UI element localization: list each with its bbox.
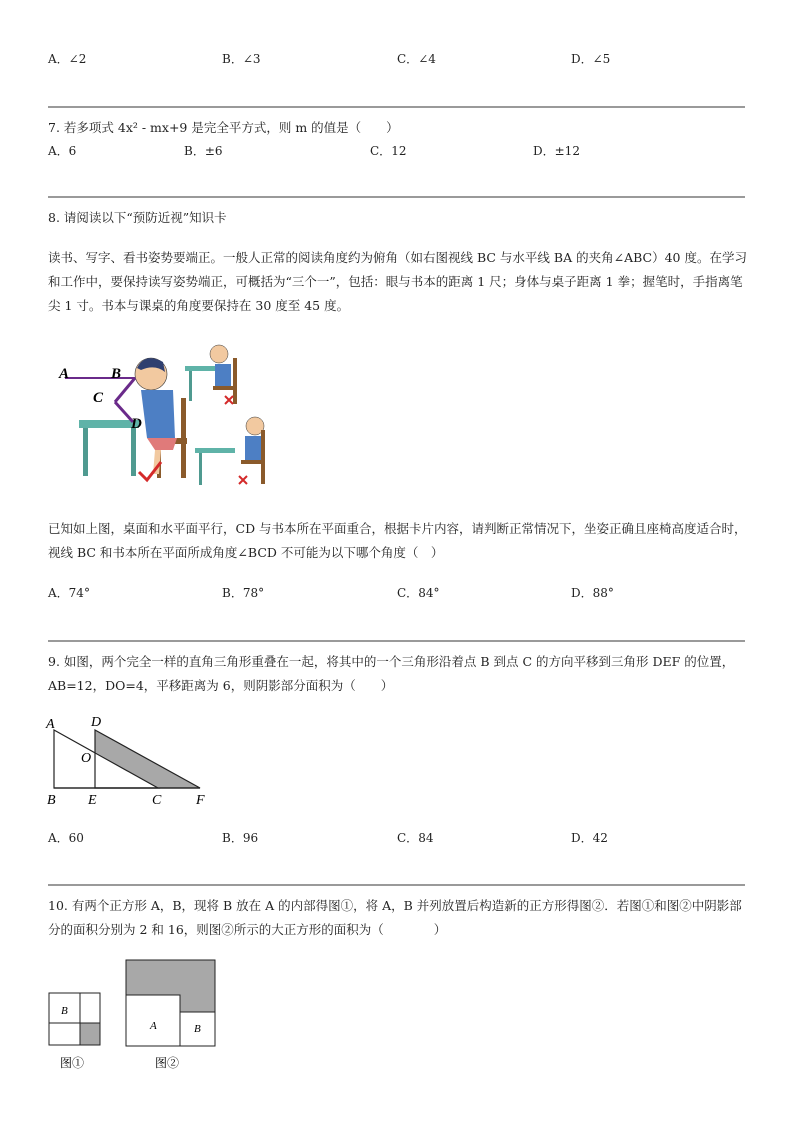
option-key: D． xyxy=(571,52,593,66)
q9-triangle-figure xyxy=(44,712,224,806)
label-f: F xyxy=(196,793,205,806)
option-text: 84 xyxy=(418,831,434,845)
option-key: A． xyxy=(48,586,69,600)
option-text: 96 xyxy=(242,831,259,845)
q7-option-d[interactable] xyxy=(533,142,580,159)
fig1-label-b: B xyxy=(61,1005,68,1017)
q7-option-c[interactable] xyxy=(370,142,406,159)
cross-icon xyxy=(225,396,233,404)
small-child-shirt xyxy=(215,364,231,386)
child-shirt xyxy=(141,390,175,438)
option-key: B． xyxy=(222,586,243,600)
option-text: ∠4 xyxy=(418,52,436,66)
small-chair-back xyxy=(233,358,237,404)
option-key: C． xyxy=(370,144,392,158)
option-key: D． xyxy=(571,831,593,845)
option-key: D． xyxy=(571,586,593,600)
option-text: ±12 xyxy=(554,144,580,158)
option-text: 6 xyxy=(68,144,77,158)
option-key: C． xyxy=(397,586,419,600)
q9-option-c[interactable] xyxy=(397,829,433,846)
divider xyxy=(48,884,745,886)
option-text: 78° xyxy=(242,586,265,600)
label-a: A xyxy=(59,366,70,382)
option-text: ±6 xyxy=(204,144,223,158)
option-text: ∠3 xyxy=(242,52,261,66)
divider xyxy=(48,196,745,198)
option-text: 42 xyxy=(592,831,608,845)
cross-icon xyxy=(239,476,247,484)
q7-stem: 7. 若多项式 4x² - mx+9 是完全平方式，则 m 的值是（ ） xyxy=(48,120,399,135)
q6-option-b[interactable] xyxy=(222,50,261,67)
label-o: O xyxy=(81,751,92,766)
option-key: B． xyxy=(222,52,243,66)
q6-option-c[interactable] xyxy=(397,50,436,67)
option-key: C． xyxy=(397,52,419,66)
option-key: C． xyxy=(397,831,419,845)
child-shorts xyxy=(147,438,177,450)
q8-title: 8. 请阅读以下“预防近视”知识卡 xyxy=(48,210,227,225)
label-d: D xyxy=(91,715,102,730)
fig2-caption: 图② xyxy=(155,1056,180,1070)
q6-option-d[interactable] xyxy=(571,50,610,67)
small-child-head xyxy=(210,345,228,363)
option-key: A． xyxy=(48,144,69,158)
q9-option-a[interactable] xyxy=(48,829,84,846)
label-c: C xyxy=(93,390,104,406)
option-key: B． xyxy=(222,831,243,845)
fig2-label-b: B xyxy=(194,1023,201,1035)
q8-option-a[interactable] xyxy=(48,584,90,601)
q8-option-c[interactable] xyxy=(397,584,439,601)
small-chair-seat xyxy=(213,386,235,390)
option-text: ∠2 xyxy=(68,52,87,66)
q8-card-text: 读书、写字、看书姿势要端正。一般人正常的阅读角度约为俯角（如右图视线 BC 与水平线 BA 的夹角∠ABC）40 度。在学习和工作中，要保持读写姿势端正，可概括为“三个一”，包括：眼与书本的距离 1 尺；身体与桌子距离 1 拳；握笔时，手指离笔尖 1 寸。书本与课桌的角度要保持在 30 度至 45 度。 xyxy=(48,250,747,313)
q7-option-a[interactable] xyxy=(48,142,76,159)
q8-posture-figure xyxy=(55,338,285,498)
fig1-caption: 图① xyxy=(60,1056,85,1070)
chair-back xyxy=(181,398,186,478)
q8-option-d[interactable] xyxy=(571,584,614,601)
label-b: B xyxy=(47,793,56,806)
small-desk-top xyxy=(195,448,235,453)
divider xyxy=(48,640,745,642)
small-chair-seat xyxy=(241,460,263,464)
option-text: 84° xyxy=(418,586,440,600)
option-text: 12 xyxy=(391,144,407,158)
option-text: 88° xyxy=(592,586,614,600)
q9-stem: 9. 如图，两个完全一样的直角三角形重叠在一起，将其中的一个三角形沿着点 B 到点 C 的方向平移到三角形 DEF 的位置，AB=12，DO=4，平移距离为 6，则阴影部分面积为（ ） xyxy=(48,654,735,693)
label-c: C xyxy=(152,793,162,806)
q8-option-b[interactable] xyxy=(222,584,264,601)
label-b: B xyxy=(111,366,122,382)
desk-top xyxy=(79,420,139,428)
desk-leg xyxy=(83,428,88,476)
desk-leg xyxy=(131,428,136,476)
q9-option-b[interactable] xyxy=(222,829,258,846)
fig2-label-a: A xyxy=(150,1020,157,1032)
small-desk-leg xyxy=(199,453,202,485)
q9-option-d[interactable] xyxy=(571,829,608,846)
option-key: B． xyxy=(184,144,205,158)
label-d: D xyxy=(131,416,142,432)
option-text: 60 xyxy=(68,831,84,845)
label-a: A xyxy=(46,717,55,732)
label-e: E xyxy=(88,793,97,806)
small-chair-back xyxy=(261,430,265,484)
option-key: A． xyxy=(48,52,69,66)
option-text: ∠5 xyxy=(592,52,611,66)
q8-question: 已知如上图，桌面和水平面平行，CD 与书本所在平面重合，根据卡片内容，请判断正常情况下，坐姿正确且座椅高度适合时，视线 BC 和书本所在平面所成角度∠BCD 不可能为以下哪个角度（ ） xyxy=(48,521,747,560)
option-text: 74° xyxy=(68,586,90,600)
option-key: D． xyxy=(533,144,555,158)
q10-stem: 10. 有两个正方形 A，B，现将 B 放在 A 的内部得图①，将 A，B 并列放置后构造新的正方形得图②．若图①和图②中阴影部分的面积分别为 2 和 16，则图②所示的大正方形的面积为（ ） xyxy=(48,898,742,937)
fig1-shaded xyxy=(80,1023,100,1045)
small-desk-leg xyxy=(189,371,192,401)
q7-option-b[interactable] xyxy=(184,142,223,159)
divider xyxy=(48,106,745,108)
option-key: A． xyxy=(48,831,69,845)
q6-option-a[interactable] xyxy=(48,50,86,67)
small-child-shirt xyxy=(245,436,261,460)
q10-squares-figure xyxy=(44,955,224,1073)
